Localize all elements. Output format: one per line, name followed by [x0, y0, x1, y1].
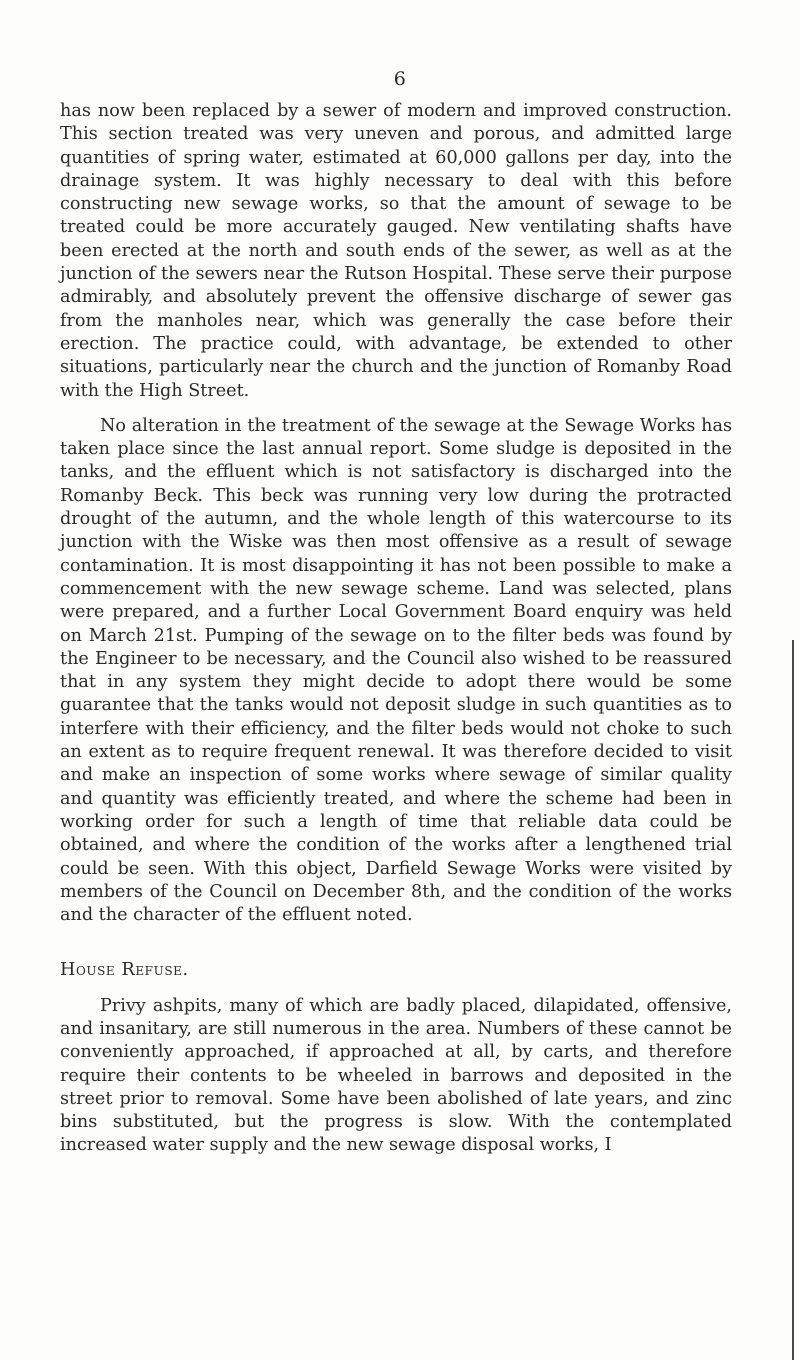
page-number: 6: [393, 68, 407, 90]
paragraph-sewage-works: No alteration in the treatment of the sewage at the Sewage Works has taken place since the last annual report. Some sludge is deposited in the tanks, and the effluent which is not satisfactory is discharged into the Romanby Beck. This beck was running very low during the protracted drought of the autumn, and the whole length of this watercourse to its junction with the Wiske was then most offensive as a result of sewage contamination. It is most disappointing it has not been possible to make a commencement with the new sewage scheme. Land was selected, plans were prepared, and a further Local Government Board enquiry was held on March 21st. Pumping of the sewage on to the filter beds was found by the Engineer to be necessary, and the Council also wished to be reassured that in any system they might decide to adopt there would be some guarantee that the tanks would not deposit sludge in such quantities as to interfere with their efficiency, and the filter beds would not choke to such an extent as to require frequent renewal. It was therefore decided to visit and make an inspection of some works where sewage of similar quality and quantity was efficiently treated, and where the scheme had been in working order for such a length of time that reliable data could be obtained, and where the condition of the works after a lengthened trial could be seen. With this object, Darfield Sewage Works were visited by members of the Council on December 8th, and the condition of the works and the character of the effluent noted.: [60, 415, 732, 926]
section-heading-house-refuse: House Refuse.: [60, 960, 189, 981]
paragraph-sewer-replacement: has now been replaced by a sewer of modern and improved construction. This section treated was very uneven and porous, and admitted large quantities of spring water, estimated at 60,000 gallons per day, into the drainage system. It was highly necessary to deal with this before constructing new sewage works, so that the amount of sewage to be treated could be more accurately gauged. New ventilating shafts have been erected at the north and south ends of the sewer, as well as at the junction of the sewers near the Rutson Hospital. These serve their purpose admirably, and absolutely prevent the offensive discharge of sewer gas from the manholes near, which was generally the case before their erection. The practice could, with advantage, be extended to other situations, particularly near the church and the junction of Romanby Road with the High Street.: [60, 101, 732, 401]
page-edge-line: [792, 640, 794, 1360]
body-text: [60, 100, 732, 1158]
paragraph-house-refuse: Privy ashpits, many of which are badly placed, dilapidated, offensive, and insanitary, are still numerous in the area. Numbers of these cannot be conveniently approached, if approached at all, by carts, and therefore require their contents to be wheeled in barrows and deposited in the street prior to removal. Some have been abolished of late years, and zinc bins substituted, but the progress is slow. With the contemplated increased water supply and the new sewage disposal works, I: [60, 995, 732, 1156]
